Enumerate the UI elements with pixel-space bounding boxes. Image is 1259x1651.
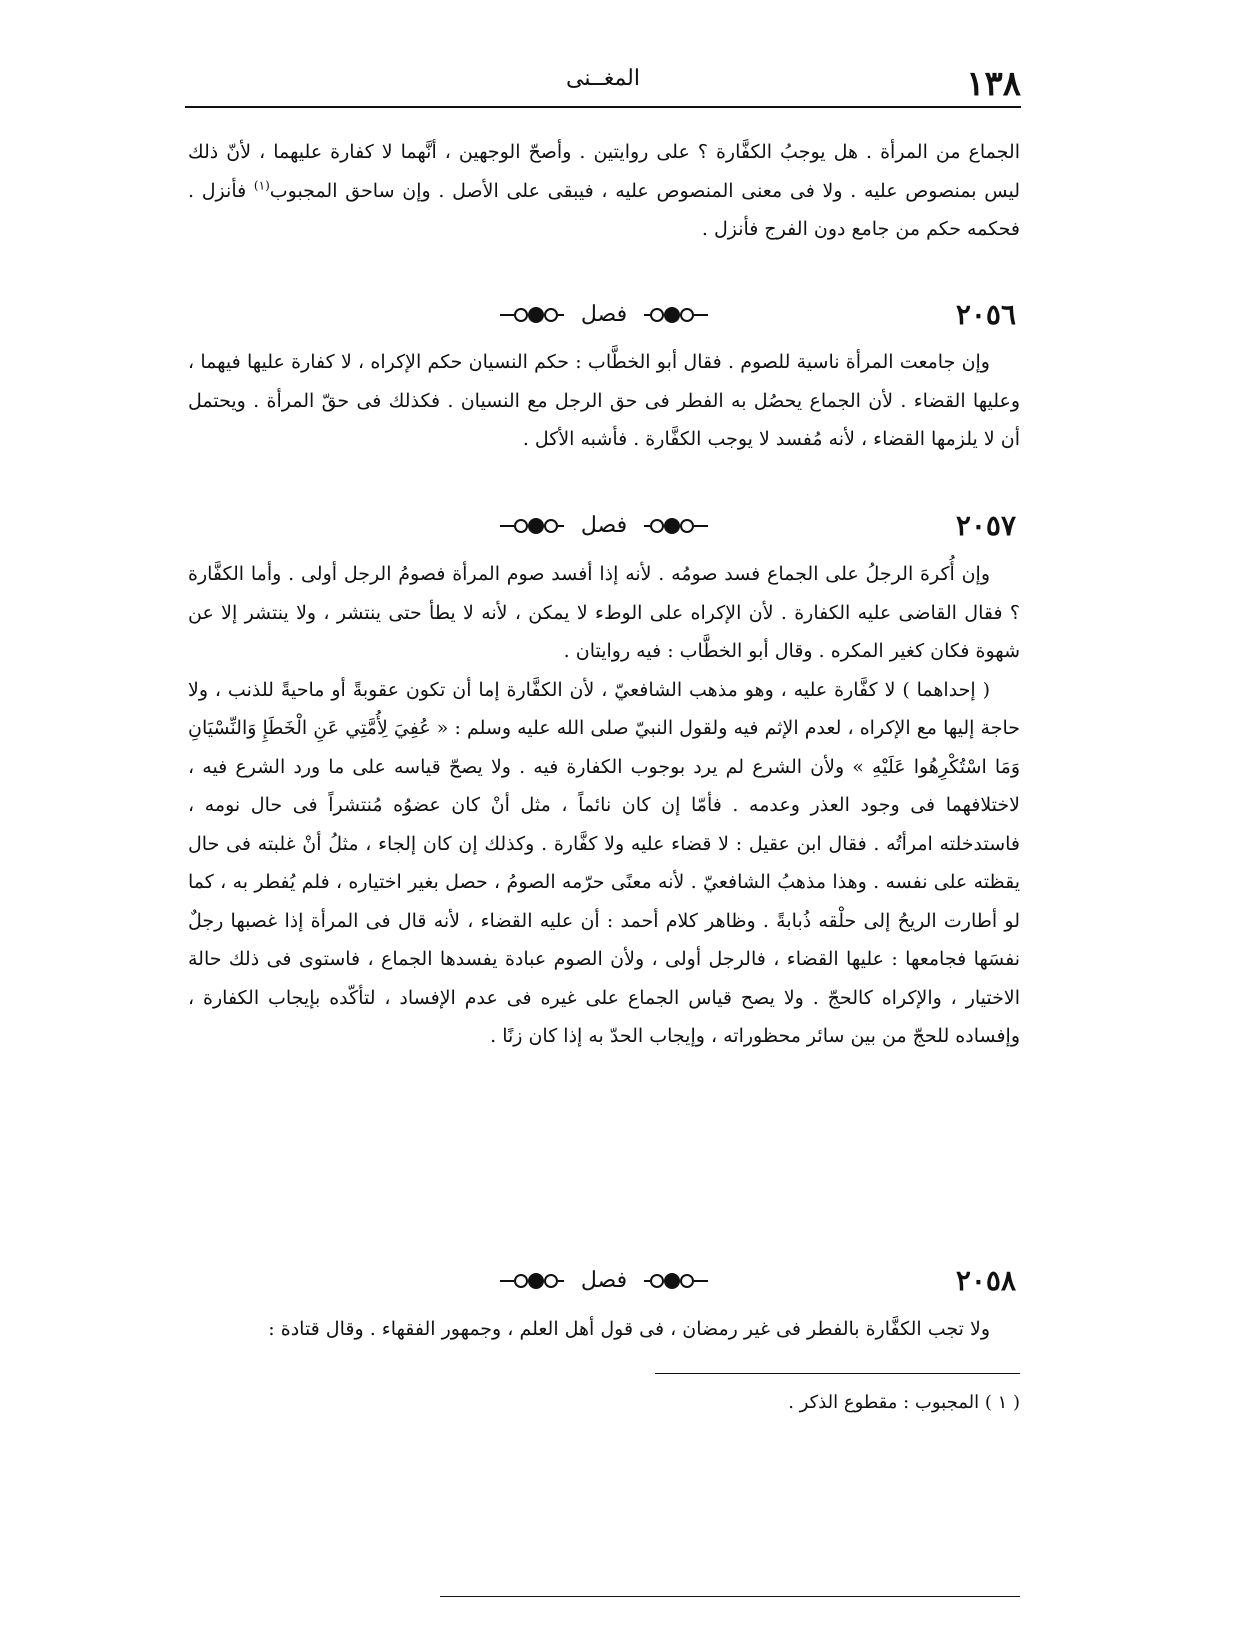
footnote bbox=[188, 1388, 1020, 1418]
paragraph-4-text: ( إحداهما ) لا كفَّارة عليه ، وهو مذهب الشافعيّ ، لأن الكفَّارة إما أن تكون عقوبةً أو ماحيةً للذنب ، ولا حاجة إليها مع الإكراه ، لعدم الإثم فيه ولقول النبيّ صلى الله عليه وسلم : « عُفِيَ لِأُمَّتِي عَنِ الْخَطَإِ وَالنِّسْيَانِ وَمَا اسْتُكْرِهُوا عَلَيْهِ » ولأن الشرع لم يرد بوجوب الكفارة فيه . ولا يصحّ قياسه على ما ورد الشرع فيه ، لاختلافهما فى وجود العذر وعدمه . فأمّا إن كان نائماً ، مثل أنْ كان عضوُه مُنتشراً فى حال نومه ، فاستدخلته امرأتُه . فقال ابن عقيل : لا قضاء عليه ولا كفَّارة . وكذلك إن كان إلجاء ، مثلُ أنْ غلبته فى حال يقظته على نفسه . وهذا مذهبُ الشافعيّ . لأنه معنًى حرّمه الصومُ ، حصل بغير اختياره ، فلم يُفطر به ، كما لو أطارت الريحُ إلى حلْقه ذُبابةً . وظاهر كلام أحمد : أن عليه القضاء ، لأنه قال فى المرأة إذا غصبها رجلٌ نفسَها فجامعها : عليها القضاء ، فالرجل أولى ، ولأن الصوم عبادة يفسدها الجماع ، فاستوى فى ذلك حالة الاختيار ، والإكراه كالحجّ . ولا يصح قياس الجماع على غيره فى عدم الإفساد ، لتأكّده بإيجاب الكفارة ، وإفساده للحجّ من بين سائر محظوراته ، وإيجاب الحدّ به إذا كان زنًا . bbox=[188, 678, 1020, 1047]
ornament-right-icon bbox=[642, 515, 712, 537]
footnote-text: ( ١ ) المجبوب : مقطوع الذكر . bbox=[788, 1392, 1020, 1413]
paragraph-5-text: ولا تجب الكفَّارة بالفطر فى غير رمضان ، فى قول أهل العلم ، وجمهور الفقهاء . وقال قتادة : bbox=[268, 1318, 990, 1340]
section-title: فصل bbox=[580, 1268, 628, 1293]
paragraph-2 bbox=[188, 343, 1020, 459]
paragraph-5 bbox=[188, 1310, 1020, 1349]
page-number: ١٣٨ bbox=[966, 64, 1021, 104]
bottom-rule bbox=[440, 1596, 1020, 1597]
paragraph-3-text: وإن أُكرهَ الرجلُ على الجماع فسد صومُه . لأنه إذا أفسد صوم المرأة فصومُ الرجل أولى . وأما الكفَّارة ؟ فقال القاضى عليه الكفارة . لأن الإكراه على الوطء لا يمكن ، لأنه لا يطأ حتى ينتشر ، ولا ينتشر إلا عن شهوة فكان كغير المكره . وقال أبو الخطَّاب : فيه روايتان . bbox=[188, 563, 1020, 662]
paragraph-3-4 bbox=[188, 555, 1020, 1056]
paragraph-1-end: فأنزل . فحكمه حكم من جامع دون الفرج فأنزل . bbox=[188, 179, 1020, 240]
running-title: المغــنى bbox=[565, 66, 640, 91]
section-heading-2058 bbox=[188, 1260, 1020, 1304]
ornament-left-icon bbox=[496, 1270, 566, 1292]
footnote-rule bbox=[655, 1373, 1020, 1374]
footnote-marker: (١) bbox=[253, 178, 270, 193]
ornament-right-icon bbox=[642, 304, 712, 326]
header-rule bbox=[185, 106, 1021, 108]
section-number: ٢٠٥٦ bbox=[955, 298, 1016, 331]
section-heading-2057 bbox=[188, 505, 1020, 549]
section-title: فصل bbox=[580, 513, 628, 538]
section-heading-2056 bbox=[188, 294, 1020, 338]
ornament-right-icon bbox=[642, 1270, 712, 1292]
paragraph-1-text: الجماع من المرأة . هل يوجبُ الكفَّارة ؟ على روايتين . وأصحّ الوجهين ، أنَّهما لا كفارة عليهما ، لأنّ ذلك ليس بمنصوص عليه . ولا فى معنى المنصوص عليه ، فيبقى على الأصل . وإن ساحق المجبوب bbox=[188, 141, 1020, 202]
section-number: ٢٠٥٧ bbox=[955, 509, 1016, 542]
section-title: فصل bbox=[580, 302, 628, 327]
section-number: ٢٠٥٨ bbox=[955, 1264, 1016, 1297]
running-header bbox=[185, 60, 1021, 108]
ornament-left-icon bbox=[496, 515, 566, 537]
paragraph-1 bbox=[188, 133, 1020, 249]
paragraph-2-text: وإن جامعت المرأة ناسية للصوم . فقال أبو الخطَّاب : حكم النسيان حكم الإكراه ، لا كفارة عليها فيهما ، وعليها القضاء . لأن الجماع يحصُل به الفطر فى حق الرجل مع النسيان . فكذلك فى حقّ المرأة . ويحتمل أن لا يلزمها القضاء ، لأنه مُفسد لا يوجب الكفَّارة . فأشبه الأكل . bbox=[188, 351, 1020, 450]
ornament-left-icon bbox=[496, 304, 566, 326]
